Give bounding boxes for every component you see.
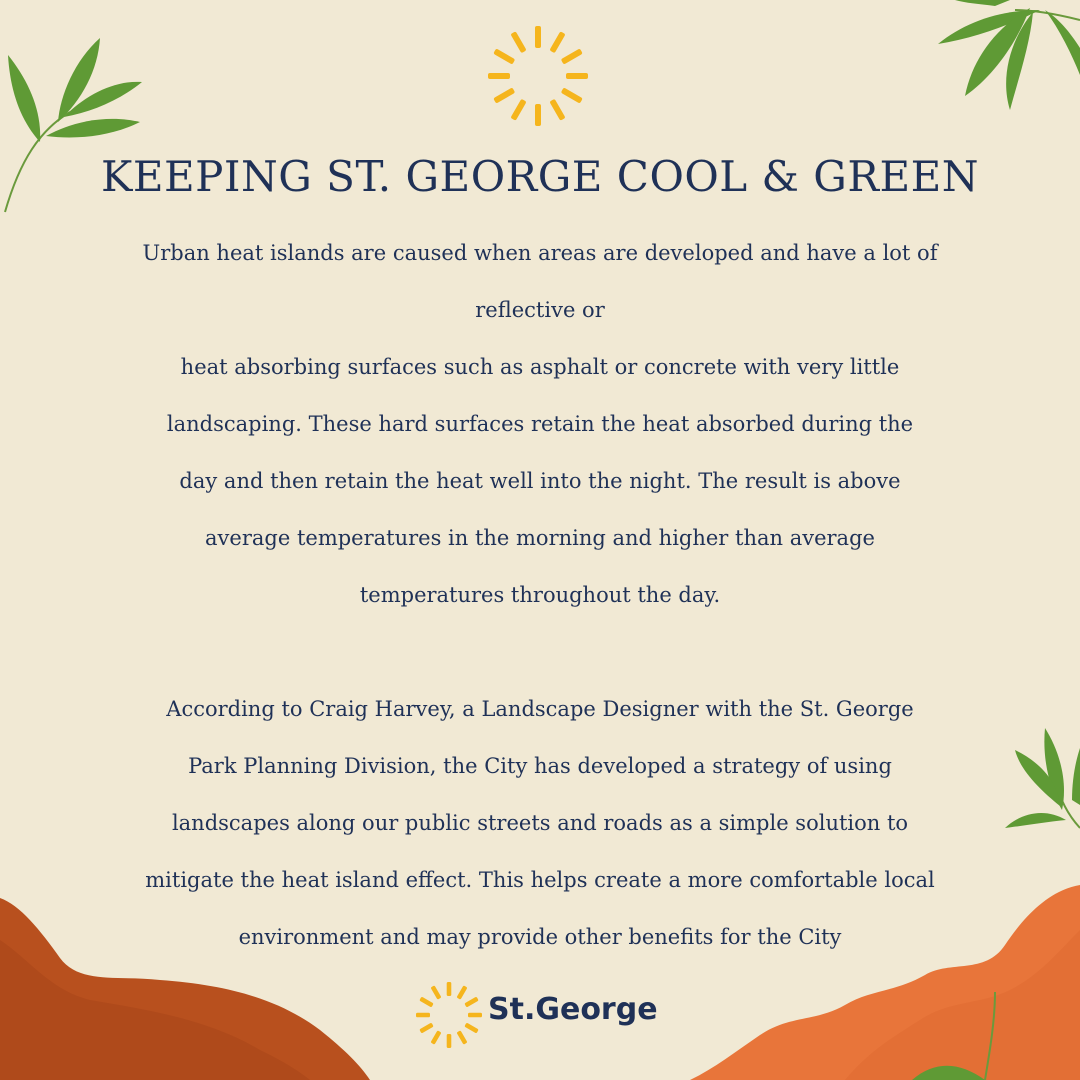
- paragraph-line: reflective or: [475, 298, 605, 322]
- brand-name: St.George: [488, 992, 658, 1027]
- paragraph-line: According to Craig Harvey, a Landscape Designer with the St. George: [166, 697, 914, 721]
- paragraph-line: temperatures throughout the day.: [359, 583, 721, 607]
- paragraph-line: Park Planning Division, the City has developed a strategy of using: [188, 754, 892, 778]
- paragraph-line: day and then retain the heat well into the night. The result is above: [179, 469, 901, 493]
- paragraph-line: environment and may provide other benefits for the City: [238, 925, 842, 949]
- sun-logo-icon: [414, 980, 484, 1050]
- paragraph-line: Urban heat islands are caused when areas are developed and have a lot of: [142, 241, 938, 265]
- paragraph-craig-harvey: [90, 681, 990, 966]
- paragraph-line: average temperatures in the morning and higher than average: [205, 526, 875, 550]
- paragraph-line: heat absorbing surfaces such as asphalt or concrete with very little: [180, 355, 900, 379]
- paragraph-line: landscaping. These hard surfaces retain the heat absorbed during the: [166, 412, 914, 436]
- st-george-brand-logo: [414, 980, 674, 1050]
- paragraph-heat-islands: [90, 225, 990, 624]
- page-title: KEEPING ST. GEORGE COOL & GREEN: [100, 152, 980, 201]
- paragraph-line: landscapes along our public streets and roads as a simple solution to: [171, 811, 909, 835]
- paragraph-line: mitigate the heat island effect. This helps create a more comfortable local: [145, 868, 935, 892]
